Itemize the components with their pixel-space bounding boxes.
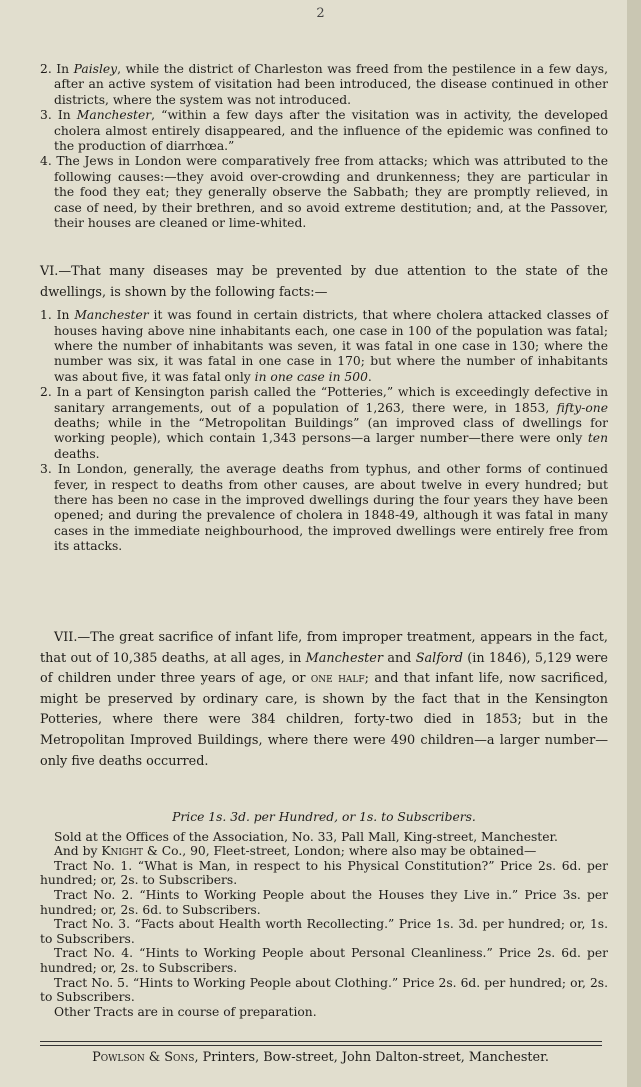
place-name: Manchester: [76, 108, 152, 123]
sold-at-line: Sold at the Offices of the Association, No. 33, Pall Mall, King-street, Manchester.: [54, 829, 558, 844]
tract-item: Tract No. 1. “What is Man, in respect to his Physical Constitution?” Price 2s. 6d. per hundred; or, 2s. to Subscribers.: [40, 858, 608, 888]
section-heading: VI.—That many diseases may be prevented by due attention to the state of the dwellings, is shown by the following facts:—: [40, 264, 608, 300]
list-item: 2. In a part of Kensington parish called the “Potteries,” which is exceedingly defective in sanitary arrangements, out of a population of 1,263, there were, in 1853, fifty-one deaths; while in the “Metropolitan Buildings” (an improved class of dwellings for working people), which contain 1,343 persons—a larger number—there were only ten deaths.: [40, 385, 608, 461]
list-item: 3. In Manchester, “within a few days after the visitation was in activity, the developed cholera almost entirely disappeared, and the influence of the epidemic was confined to the production of diarrhœa.”: [40, 108, 608, 154]
list-item: 2. In Paisley, while the district of Charleston was freed from the pestilence in a few days, after an active system of visitation had been introduced, the disease continued in other districts, where the system was not introduced.: [40, 62, 608, 107]
publisher-line: And by Knight & Co., 90, Fleet-street, London; where also may be obtained—: [54, 844, 537, 859]
page-number: 2: [316, 6, 325, 21]
place-name: Salford: [415, 650, 463, 666]
place-name: Manchester: [305, 650, 383, 666]
footer-rule: [40, 1041, 602, 1042]
place-name: Paisley: [73, 62, 118, 76]
section-vi: [40, 262, 608, 555]
price-line: Price 1s. 3d. per Hundred, or 1s. to Subscribers.: [172, 810, 476, 824]
section-v-list: [40, 62, 608, 231]
price-section: [40, 810, 608, 1019]
page-edge-shadow: [627, 0, 641, 1087]
tract-item: Tract No. 5. “Hints to Working People about Clothing.” Price 2s. 6d. per hundred; or, 2s. to Subscribers.: [40, 975, 608, 1005]
list-item: 1. In Manchester it was found in certain districts, that where cholera attacked classes of houses having above nine inhabitants each, one case in 100 of the population was fatal; where the number of inhabitants was seven, it was fatal in one case in 130; where the number was six, it was fatal in one case in 170; but where the number of inhabitants was about five, it was fatal only in one case in 500.: [40, 308, 608, 384]
tract-item: Tract No. 2. “Hints to Working People about the Houses they Live in.” Price 3s. per hundred; or, 2s. 6d. to Subscribers.: [40, 887, 608, 917]
other-tracts-note: Other Tracts are in course of preparation.: [54, 1004, 317, 1019]
place-name: Manchester: [74, 308, 149, 323]
printer-footer: Powlson & Sons, Printers, Bow-street, John Dalton-street, Manchester.: [92, 1050, 549, 1065]
section-vii: [40, 628, 608, 772]
footer-rule-thin: [40, 1045, 602, 1046]
section-vii-paragraph: VII.—The great sacrifice of infant life, from improper treatment, appears in the fact, that out of 10,385 deaths, at all ages, in Manchester and Salford (in 1846), 5,129 were of children under three years of age, or one half; and that infant life, now sacrificed, might be preserved by ordinary care, is shown by the fact that in the Kensington Potteries, where there were 384 children, forty-two died in 1853; but in the Metropolitan Improved Buildings, where there were 490 children—a larger number—only five deaths occurred.: [40, 630, 609, 769]
tract-item: Tract No. 4. “Hints to Working People about Personal Cleanliness.” Price 2s. 6d. per hundred; or, 2s. to Subscribers.: [40, 946, 608, 975]
list-item: 4. The Jews in London were comparatively free from attacks; which was attributed to the following causes:—they avoid over-crowding and drunkenness; they are particular in the food they eat; they generally observe the Sabbath; they are promptly relieved, in case of need, by their brethren, and so avoid extreme destitution; and, at the Passover, their houses are cleaned or lime-whited.: [40, 154, 608, 231]
list-item: 3. In London, generally, the average deaths from typhus, and other forms of continued fever, in respect to deaths from other causes, are about twelve in every hundred; but there has been no case in the improved dwellings during the four years they have been opened; and during the prevalence of cholera in 1848-49, although it was fatal in many cases in the immediate neighbourhood, the improved dwellings were entirely free from its attacks.: [40, 462, 608, 554]
tract-item: Tract No. 3. “Facts about Health worth Recollecting.” Price 1s. 3d. per hundred; or, 1s. to Subscribers.: [40, 917, 608, 946]
